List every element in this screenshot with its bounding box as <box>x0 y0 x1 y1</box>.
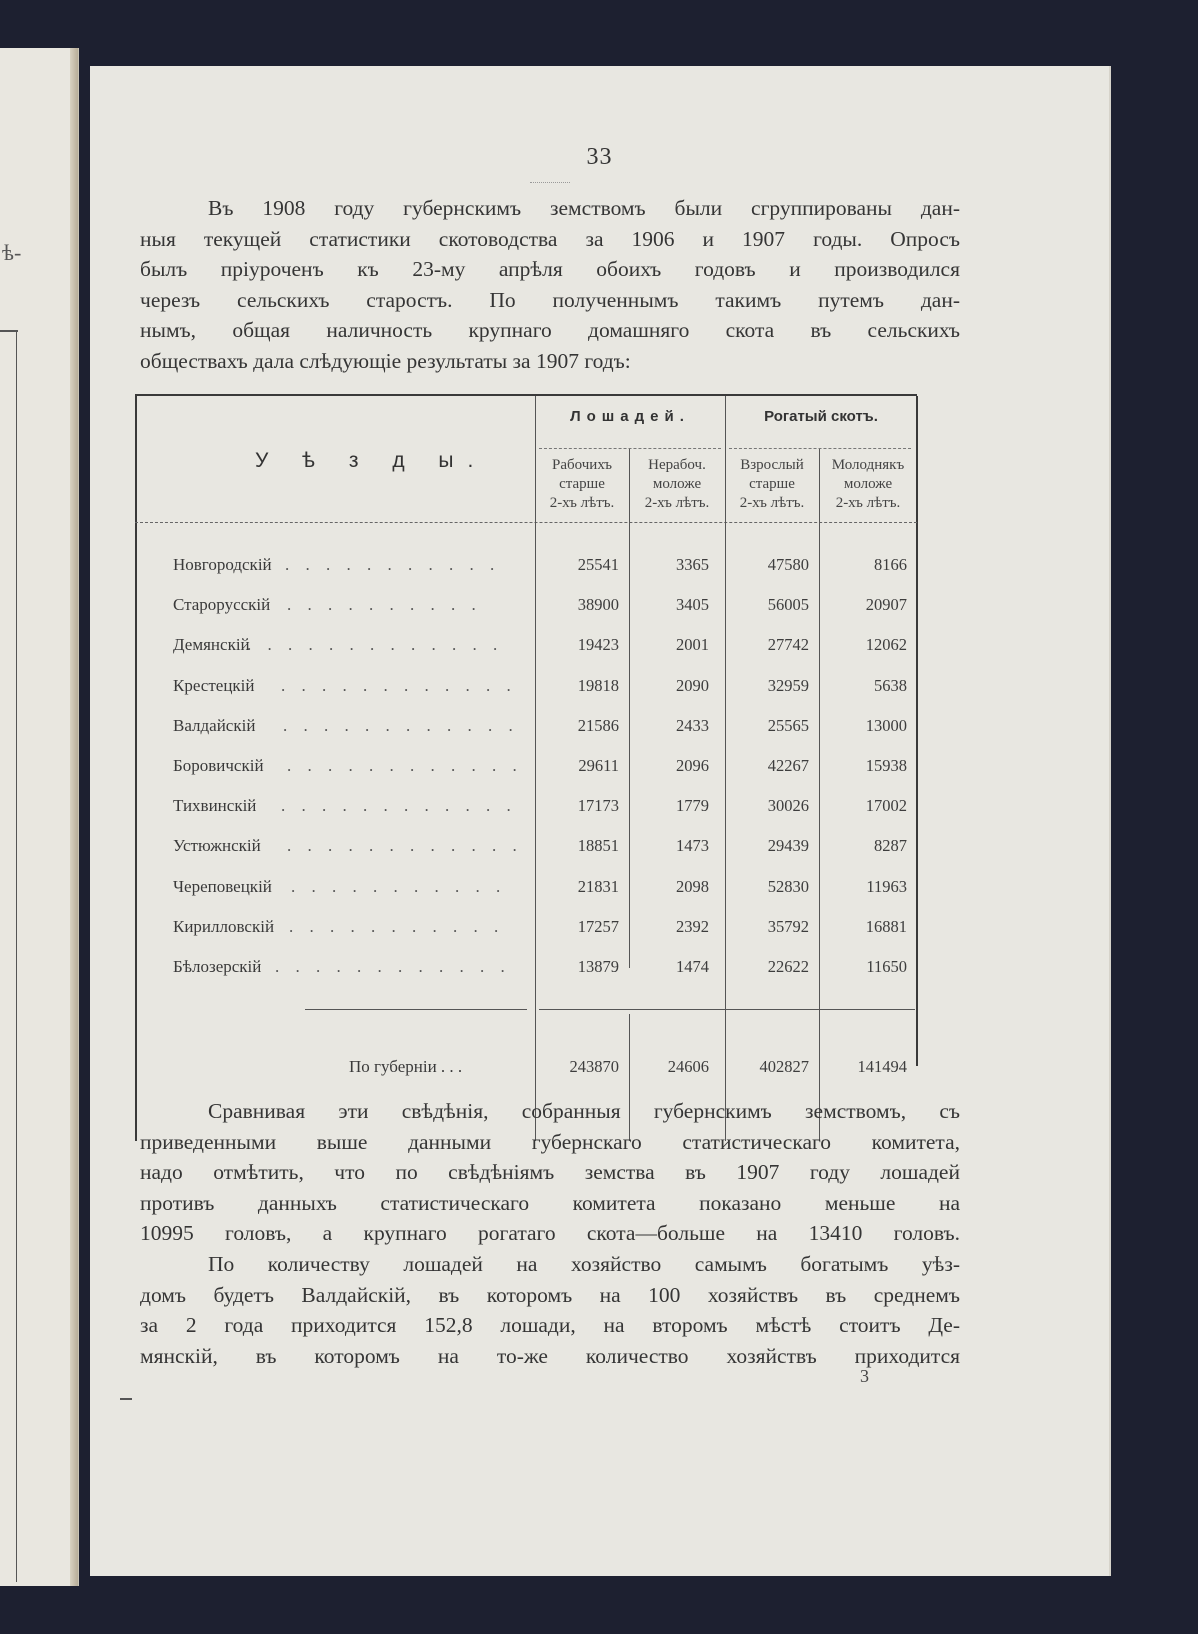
cell-value: 29611 <box>578 756 619 775</box>
districts-header: У ѣ з д ы. <box>255 449 488 472</box>
total-row <box>135 1057 917 1087</box>
paragraph-line: ныя текущей статистики скотоводства за 1906 и 1907 годы. Опросъ <box>140 226 960 251</box>
leader-dots: . . . . . . . . . . . <box>285 555 501 574</box>
cell-value: 13000 <box>865 715 907 735</box>
cell-value: 47580 <box>767 555 809 574</box>
table-row <box>135 877 917 907</box>
table-row <box>135 595 917 625</box>
cell-value: 2096 <box>676 756 709 775</box>
column-header-working-horses <box>535 456 629 513</box>
cell-value: 30026 <box>767 796 809 816</box>
total-value: 24606 <box>667 1057 709 1076</box>
paragraph-line: былъ пріуроченъ къ 23-му апрѣля обоихъ годовъ и производился <box>140 257 960 281</box>
group-header-horses: Лошадей. <box>570 408 690 425</box>
sheet-signature: 3 <box>860 1366 869 1386</box>
cell-value: 38900 <box>577 595 619 615</box>
column-header-line: старше <box>749 476 795 492</box>
paragraph-line: за 2 года приходится 152,8 лошади, на второмъ мѣстѣ стоитъ Де- <box>140 1313 960 1337</box>
column-header-line: моложе <box>652 476 702 492</box>
table-row <box>135 796 917 826</box>
paragraph-line: домъ будетъ Валдайскій, въ которомъ на 100 хозяйствъ въ среднемъ <box>140 1282 960 1307</box>
cell-value: 8287 <box>874 836 907 856</box>
leader-dots: . . . . . . . . . . . <box>289 916 505 936</box>
intro-paragraph <box>140 193 960 376</box>
paragraph-line: Сравнивая эти свѣдѣнія, собранныя губернскимъ земствомъ, съ <box>208 1099 960 1123</box>
total-rule-right <box>539 1009 915 1010</box>
leader-dots: . . . . . . . . . . . . <box>281 796 517 816</box>
left-page-text-fragment: ѣ- <box>2 240 22 265</box>
total-label: По губерніи . . . <box>349 1057 463 1076</box>
cell-value: 2392 <box>676 916 709 936</box>
cell-value: 42267 <box>767 756 809 775</box>
cell-value: 52830 <box>767 876 809 896</box>
district-name: Новгородскій <box>173 555 272 574</box>
group-rule-horses <box>539 448 721 449</box>
column-header-line: 2-хъ лѣтъ. <box>835 495 901 511</box>
cell-value: 20907 <box>865 595 907 615</box>
cell-value: 2001 <box>676 635 709 655</box>
page-number: 33 <box>586 144 613 170</box>
total-value: 141494 <box>857 1057 907 1076</box>
table-row <box>135 836 917 866</box>
table-row <box>135 676 917 706</box>
page-number-ornament <box>530 176 570 183</box>
total-rule-left <box>305 1009 527 1010</box>
district-name: Устюжнскій <box>173 836 261 856</box>
paragraph-line: черезъ сельскихъ старостъ. По полученнымъ такимъ путемъ дан- <box>140 287 960 312</box>
district-name: Крестецкій <box>173 675 255 695</box>
district-name: Бѣлозерскій <box>173 957 262 976</box>
cell-value: 19423 <box>577 635 619 655</box>
district-name: Боровичскій <box>173 756 264 775</box>
book-gutter <box>70 48 78 1586</box>
column-header-line: Рабочихъ <box>552 457 612 473</box>
cell-value: 17257 <box>577 916 619 936</box>
column-header-line: 2-хъ лѣтъ. <box>549 495 615 511</box>
left-page-table-border <box>16 332 17 1582</box>
total-value: 402827 <box>759 1057 809 1076</box>
horses-paragraph <box>140 1249 960 1371</box>
column-header-line: моложе <box>843 476 893 492</box>
cell-value: 1779 <box>676 796 709 816</box>
column-header-nonworking-horses <box>629 456 725 513</box>
paragraph-line: нымъ, общая наличность крупнаго домашняго скота въ сельскихъ <box>140 318 960 342</box>
paragraph-line: надо отмѣтить, что по свѣдѣніямъ земства въ 1907 году лошадей <box>140 1160 960 1184</box>
cell-value: 25541 <box>577 555 619 574</box>
cell-value: 35792 <box>767 916 809 936</box>
cell-value: 8166 <box>874 555 907 574</box>
district-name: Демянскій <box>173 635 250 655</box>
column-header-line: 2-хъ лѣтъ. <box>739 495 805 511</box>
table-row <box>135 635 917 665</box>
cell-value: 22622 <box>767 957 809 976</box>
column-header-line: старше <box>559 476 605 492</box>
livestock-table <box>135 394 917 1189</box>
leader-dots: . . . . . . . . . . . . <box>281 675 517 695</box>
cell-value: 27742 <box>767 635 809 655</box>
table-header-rule <box>135 522 917 523</box>
district-name: Череповецкій <box>173 876 272 896</box>
total-value: 243870 <box>569 1057 619 1076</box>
document-page <box>90 66 1109 1576</box>
left-page-edge <box>0 48 79 1586</box>
cell-value: 11963 <box>866 876 907 896</box>
cell-value: 2098 <box>676 876 709 896</box>
column-divider <box>819 448 820 1141</box>
margin-mark <box>120 1398 132 1400</box>
column-header-young-cattle <box>819 456 917 513</box>
paragraph-line: приведенными выше данными губернскаго статистическаго комитета, <box>140 1129 960 1154</box>
leader-dots: . . . . . . . . . . . . <box>275 957 511 976</box>
cell-value: 16881 <box>865 916 907 936</box>
column-header-adult-cattle <box>725 456 819 513</box>
table-row <box>135 555 917 585</box>
cell-value: 3405 <box>676 595 709 615</box>
table-row <box>135 756 917 786</box>
cell-value: 29439 <box>767 836 809 856</box>
cell-value: 21586 <box>577 715 619 735</box>
cell-value: 5638 <box>874 675 907 695</box>
cell-value: 12062 <box>865 635 907 655</box>
district-name: Старорусскій <box>173 595 271 615</box>
paragraph-line: Въ 1908 году губернскимъ земствомъ были сгруппированы дан- <box>208 196 960 220</box>
cell-value: 11650 <box>866 957 907 976</box>
cell-value: 15938 <box>865 756 907 775</box>
district-name: Валдайскій <box>173 715 256 735</box>
cell-value: 17002 <box>865 796 907 816</box>
leader-dots: . . . . . . . . . . . . <box>287 836 523 856</box>
table-row <box>135 957 917 987</box>
cell-value: 2433 <box>676 715 709 735</box>
column-header-line: Нерабоч. <box>648 457 706 473</box>
paragraph-line: мянскій, въ которомъ на то-же количество хозяйствъ приходится <box>140 1343 960 1368</box>
cell-value: 1474 <box>676 957 709 976</box>
cell-value: 56005 <box>767 595 809 615</box>
leader-dots: . . . . . . . . . . . . . <box>247 635 504 655</box>
cell-value: 18851 <box>577 836 619 856</box>
paragraph-line: По количеству лошадей на хозяйство самымъ богатымъ уѣз- <box>208 1252 960 1276</box>
cell-value: 3365 <box>676 555 709 574</box>
group-rule-cattle <box>729 448 911 449</box>
cell-value: 25565 <box>767 715 809 735</box>
column-header-line: Молоднякъ <box>831 457 905 473</box>
cell-value: 32959 <box>767 675 809 695</box>
column-header-line: Взрослый <box>740 457 804 473</box>
cell-value: 17173 <box>577 796 619 816</box>
leader-dots: . . . . . . . . . . . <box>291 876 507 896</box>
cell-value: 21831 <box>577 876 619 896</box>
column-header-line: 2-хъ лѣтъ. <box>644 495 710 511</box>
cell-value: 13879 <box>577 957 619 976</box>
cell-value: 2090 <box>676 675 709 695</box>
cell-value: 19818 <box>577 675 619 695</box>
paragraph-line: обществахъ дала слѣдующіе результаты за 1907 годъ: <box>140 348 631 373</box>
cell-value: 1473 <box>676 836 709 856</box>
table-row <box>135 917 917 947</box>
leader-dots: . . . . . . . . . . <box>287 595 482 615</box>
table-top-rule <box>135 394 917 396</box>
leader-dots: . . . . . . . . . . . . <box>287 756 523 775</box>
leader-dots: . . . . . . . . . . . . <box>283 715 519 735</box>
table-row <box>135 716 917 746</box>
district-name: Кирилловскій <box>173 916 275 936</box>
district-name: Тихвинскій <box>173 796 257 816</box>
group-header-cattle: Рогатый скотъ. <box>764 408 878 425</box>
paragraph-line: 10995 головъ, а крупнаго рогатаго скота—больше на 13410 головъ. <box>140 1221 960 1245</box>
paragraph-line: противъ данныхъ статистическаго комитета показано меньше на <box>140 1190 960 1215</box>
comparison-paragraph <box>140 1096 960 1249</box>
